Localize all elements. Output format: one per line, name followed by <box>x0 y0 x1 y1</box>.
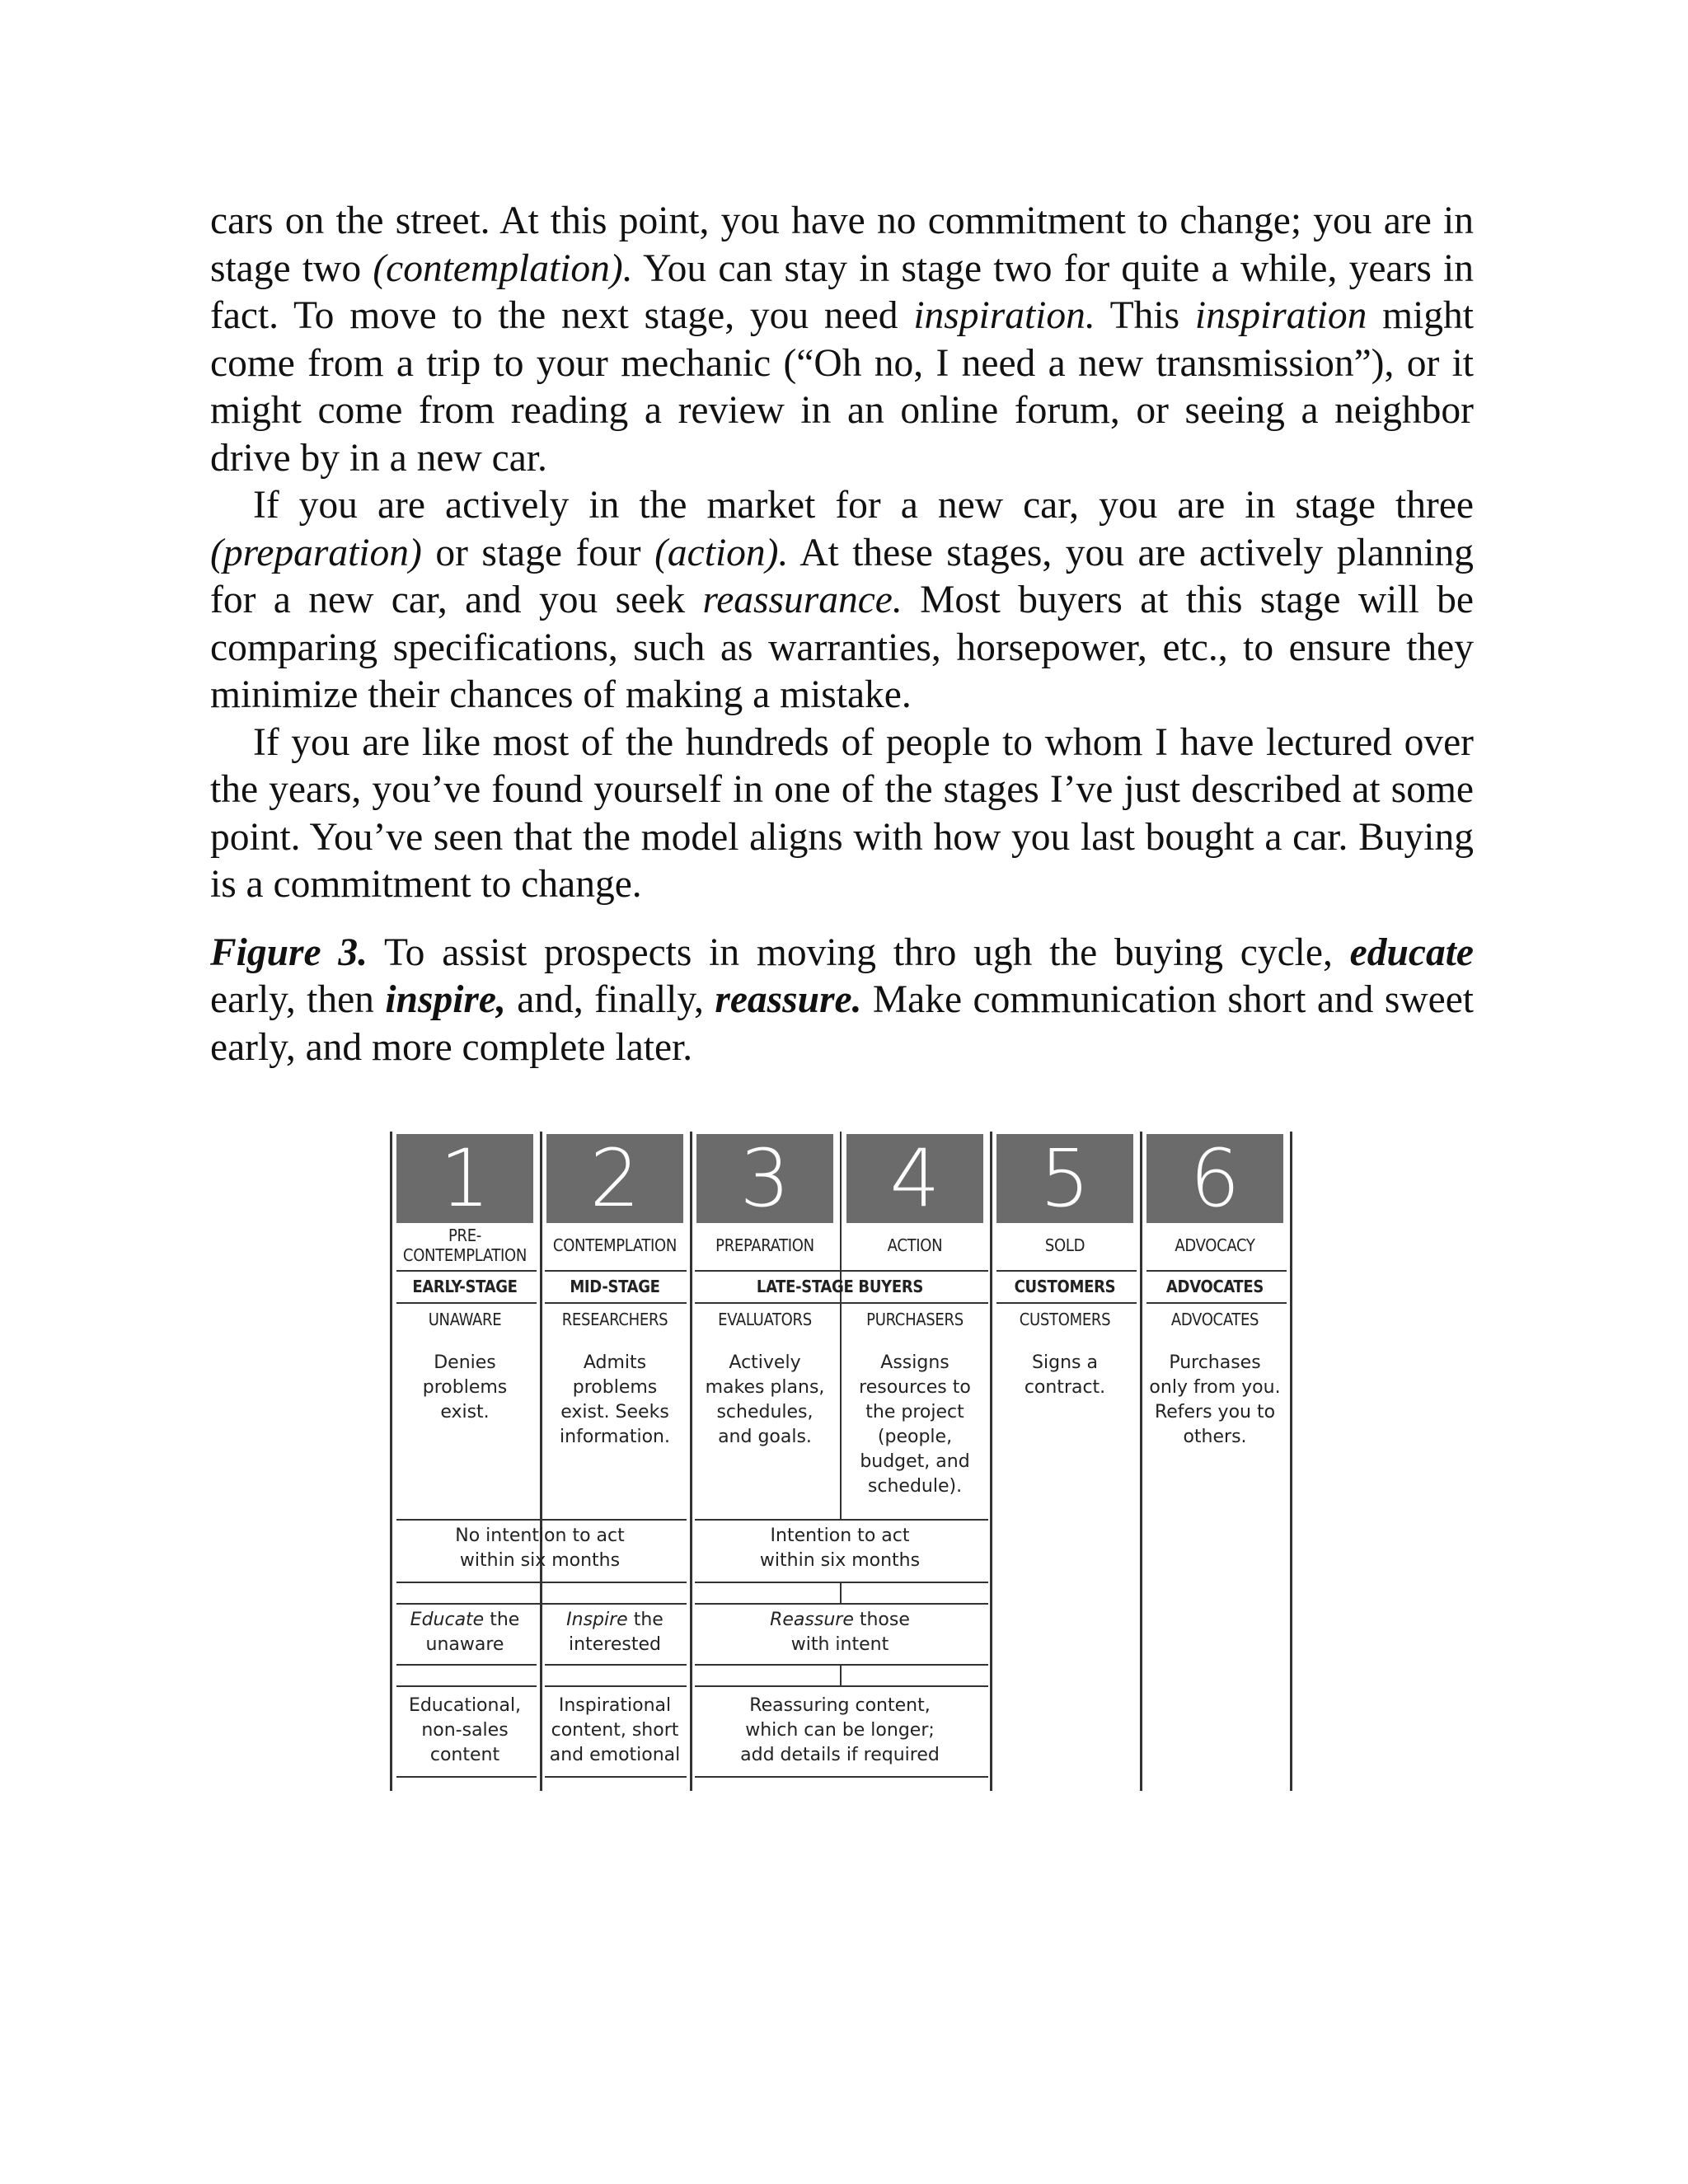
column-divider <box>1290 1132 1292 1791</box>
stage-number-6: 6 <box>1146 1134 1283 1223</box>
approach-inspire: Inspire the interested <box>566 1610 663 1655</box>
stage-name: ACTION <box>887 1235 943 1255</box>
column-divider <box>540 1132 542 1791</box>
stage-number-4: 4 <box>846 1134 983 1223</box>
paragraph-1: cars on the street. At this point, you have no commitment to change; you are in stage two (contemplation). You can stay in stage two for quite a while, years in fact. To move to the next stage, you need inspiration. This inspiration might come from a trip to your mechanic (“Oh no, I need a new transmission”), or it might come from reading a review in an online forum, or seeing a neighbor drive by in a new car. <box>210 199 1475 480</box>
figure-caption: Figure 3. To assist prospects in moving thro ugh the buying cycle, educate early, then inspire, and, finally, reassure. Make communication short and sweet early, and more complete later. <box>210 930 1474 1069</box>
stage-segment: ADVOCATES <box>1165 1277 1264 1296</box>
stage-segment: EARLY-STAGE <box>412 1277 518 1296</box>
row-divider <box>545 1776 687 1778</box>
stage-segment: MID-STAGE <box>570 1277 660 1296</box>
row-divider <box>695 1302 988 1304</box>
stage-description: Assigns resources to the project (people, budget, and schedule). <box>859 1352 971 1497</box>
stage-number-3: 3 <box>696 1134 833 1223</box>
intent-right: Intention to act within six months <box>759 1526 921 1571</box>
stage-segment: LATE-STAGE BUYERS <box>756 1277 924 1296</box>
connector-tick <box>540 1582 542 1603</box>
paragraph-2: If you are actively in the market for a new car, you are in stage three (preparation) or stage four (action). At these stages, you are actively planning for a new car, and you seek reassurance. Most buyers at this stage will be comparing specifications, such as warranties, horsepower, etc., to ensure they minimize their chances of making a mistake. <box>210 484 1474 716</box>
buying-cycle-figure <box>390 1132 1301 1791</box>
paragraph-3: If you are like most of the hundreds of people to whom I have lectured over the years, you’ve found yourself in one of the stages I’ve just described at some point. You’ve seen that the model aligns with how you last bought a car. Buying is a commitment to change. <box>210 720 1474 906</box>
row-divider <box>996 1302 1137 1304</box>
stage-role: UNAWARE <box>428 1310 502 1329</box>
stage-number-5: 5 <box>996 1134 1133 1223</box>
stage-description: Signs a contract. <box>1024 1352 1106 1398</box>
row-divider <box>1146 1270 1287 1272</box>
content-reassuring: Reassuring content, which can be longer; add details if required <box>740 1695 940 1765</box>
stage-role: RESEARCHERS <box>561 1310 668 1329</box>
row-divider <box>695 1519 988 1521</box>
row-divider <box>695 1776 988 1778</box>
stage-description: Purchases only from you. Refers you to others. <box>1149 1352 1281 1447</box>
row-divider <box>695 1685 988 1687</box>
row-divider <box>396 1270 537 1272</box>
row-divider <box>396 1582 687 1583</box>
connector-tick <box>840 1582 842 1603</box>
stage-segment: CUSTOMERS <box>1014 1277 1116 1296</box>
stage-role: EVALUATORS <box>718 1310 812 1329</box>
row-divider <box>545 1664 687 1666</box>
intent-left: No intention to act within six months <box>455 1526 625 1571</box>
content-inspirational: Inspirational content, short and emotional <box>549 1695 681 1765</box>
stage-name: PREPARATION <box>715 1235 814 1255</box>
row-divider <box>1146 1302 1287 1304</box>
row-divider <box>996 1270 1137 1272</box>
row-divider <box>695 1582 988 1583</box>
column-divider <box>990 1132 992 1791</box>
row-divider <box>396 1519 687 1521</box>
row-divider <box>545 1270 687 1272</box>
stage-number-2: 2 <box>546 1134 683 1223</box>
stage-role: CUSTOMERS <box>1019 1310 1111 1329</box>
row-divider <box>695 1270 988 1272</box>
column-divider <box>690 1132 692 1791</box>
connector-tick <box>840 1664 842 1685</box>
row-divider <box>396 1776 537 1778</box>
stage-name: PRE- CONTEMPLATION <box>402 1226 528 1265</box>
stage-name: SOLD <box>1044 1235 1085 1255</box>
column-divider <box>1140 1132 1142 1791</box>
row-divider <box>396 1685 537 1687</box>
row-divider <box>545 1302 687 1304</box>
stage-description: Admits problems exist. Seeks information. <box>560 1352 670 1447</box>
row-divider <box>695 1603 988 1605</box>
stage-role: PURCHASERS <box>866 1310 964 1329</box>
content-educational: Educational, non-sales content <box>408 1695 522 1765</box>
body-text <box>210 198 1474 1071</box>
stage-description: Denies problems exist. <box>422 1352 508 1422</box>
row-divider <box>396 1603 687 1605</box>
stage-role: ADVOCATES <box>1170 1310 1259 1329</box>
row-divider <box>396 1302 537 1304</box>
approach-reassure: Reassure those with intent <box>770 1610 910 1655</box>
stage-description: Actively makes plans, schedules, and goals. <box>705 1352 825 1447</box>
stage-number-1: 1 <box>396 1134 533 1223</box>
row-divider <box>396 1664 537 1666</box>
row-divider <box>545 1685 687 1687</box>
approach-educate: Educate the unaware <box>410 1610 520 1655</box>
row-divider <box>695 1664 988 1666</box>
stage-name: ADVOCACY <box>1175 1235 1255 1255</box>
stage-name: CONTEMPLATION <box>552 1235 678 1255</box>
